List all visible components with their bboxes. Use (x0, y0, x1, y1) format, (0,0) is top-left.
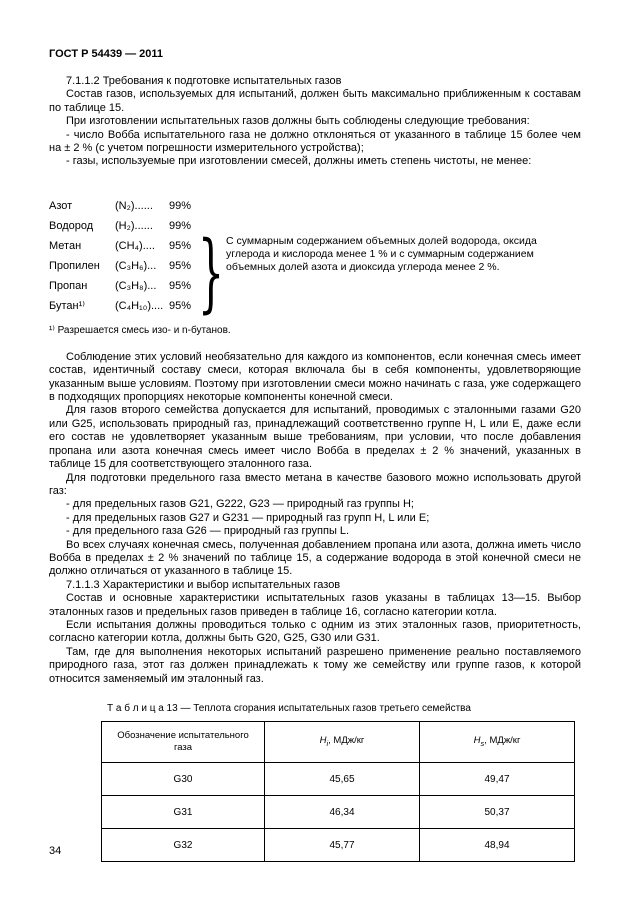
gas-row (49, 196, 581, 216)
gas-purity-list (49, 196, 581, 322)
list-item-g21: - для предельных газов G21, G222, G23 — природный газ группы H; (66, 498, 414, 511)
gas-formula: (C₃H₈)... (115, 279, 157, 292)
section-heading-7112: 7.1.1.2 Требования к подготовке испытательных газов (66, 75, 342, 87)
table-caption: Т а б л и ц а 13 — Теплота сгорания испытательных газов третьего семейства (107, 703, 471, 714)
hi-symbol: H (319, 734, 327, 746)
list-item-purity: - газы, используемые при изготовлении смесей, должны иметь степень чистоты, не менее: (66, 155, 532, 168)
table-cell-gas: G32 (102, 829, 265, 862)
table-row (102, 796, 575, 829)
table-cell-hs: 48,94 (420, 829, 575, 862)
gas-name: Пропан (49, 279, 88, 292)
table-cell-hs: 49,47 (420, 763, 575, 796)
footnote-butane: ¹⁾ Разрешается смесь изо- и n-бутанов. (49, 324, 231, 336)
paragraph-characteristics: Состав и основные характеристики испытательных газов указаны в таблицах 13—15. Выбор эталонных газов и предельных газов приведен в таблице 16, согласно категории котла. (49, 592, 581, 618)
document-header: ГОСТ Р 54439 — 2011 (49, 48, 164, 60)
paragraph-limit-gas-intro: Для подготовки предельного газа вместо метана в качестве базового можно использовать другой газ: (49, 471, 581, 497)
gas-purity: 95% (169, 299, 192, 312)
gas-formula: (CH₄).... (115, 239, 155, 252)
gas-row (49, 296, 581, 316)
curly-brace-icon: } (197, 221, 225, 322)
section-heading-7113: 7.1.1.3 Характеристики и выбор испытательных газов (66, 578, 341, 591)
paragraph-gas-composition: Состав газов, используемых для испытаний, должен быть максимально приближенным к составам по таблице 15. (49, 88, 581, 114)
list-item-g27: - для предельных газов G27 и G231 — природный газ групп H, L или E; (66, 511, 430, 524)
gas-name: Пропилен (49, 259, 100, 272)
list-item-g26: - для предельного газа G26 — природный газ группы L. (66, 525, 350, 538)
gas-formula: (C₃H₆)... (115, 259, 157, 272)
page-number: 34 (49, 845, 62, 857)
paragraph-second-family: Для газов второго семейства допускается для испытаний, проводимых с эталонными газами G20 или G25, использовать природный газ, принадлежащий соответственно группе H, L или E, даже если его состав не удовлетворяет указанным выше требованиям, при условии, что после добавления пропана или азота конечная смесь имеет число Вобба в пределах ± 2 % значений, указанных в таблице 15 для соответствующего эталонного газа. (49, 404, 581, 471)
list-item-wobbe-number: - число Вобба испытательного газа не должно отклоняться от указанного в таблице 15 более чем на ± 2 % (с учетом погрешности измерительного устройства); (49, 128, 581, 155)
brace-note: С суммарным содержанием объемных долей водорода, оксида углерода и кислорода менее 1 % и с суммарным содержанием объемных долей азота и диоксида углерода менее 2 %. (226, 234, 537, 273)
table-cell-gas: G31 (102, 796, 265, 829)
paragraph-priority: Если испытания должны проводиться только с одним из этих эталонных газов, приоритетность, согласно категории котла, должны быть G20, G25, G30 или G31. (49, 618, 581, 645)
table-cell-hs: 50,37 (420, 796, 575, 829)
gas-purity: 95% (169, 239, 192, 252)
gas-name: Водород (49, 219, 94, 232)
gas-formula: (C₄H₁₀).... (115, 299, 164, 312)
gas-row (49, 216, 581, 236)
table-header-row (102, 722, 575, 763)
paragraph-requirements-intro: При изготовлении испытательных газов должны быть соблюдены следующие требования: (66, 115, 530, 128)
table-cell-hi: 46,34 (265, 796, 420, 829)
gas-name: Метан (49, 239, 82, 252)
table-header-cell-hi (265, 722, 420, 763)
gas-purity: 95% (169, 279, 192, 292)
paragraph-natural-gas: Там, где для выполнения некоторых испытаний разрешено применение реально поставляемого природного газа, этот газ должен принадлежать к тому же семейству или группе газов, к которой относится заменяемый им эталонный газ. (49, 645, 581, 685)
table-cell-hi: 45,65 (265, 763, 420, 796)
table-row (102, 763, 575, 796)
table-row (102, 829, 575, 862)
paragraph-conditions: Соблюдение этих условий необязательно для каждого из компонентов, если конечная смесь имеет состав, идентичный составу смеси, которая включала бы в себя компоненты, удовлетворяющие указанным выше условиям. Поэтому при изготовлении смеси можно начинать с газа, уже содержащего в подходящих пропорциях некоторые компоненты конечной смеси. (49, 350, 581, 404)
hi-subscript: i (326, 738, 329, 748)
paragraph-all-cases: Во всех случаях конечная смесь, полученная добавлением пропана или азота, должна иметь число Вобба в пределах ± 2 % значений по таблице 15, а содержание водорода в этой конечной смеси не должно отличаться от указанного в таблице 15. (49, 538, 581, 578)
table-header-cell-designation: Обозначение испытательного газа (102, 722, 265, 763)
table-cell-gas: G30 (102, 763, 265, 796)
table-header-cell-hs (420, 722, 575, 763)
gas-formula: (N₂)...... (115, 199, 153, 212)
gas-formula: (H₂)...... (115, 219, 153, 232)
gas-row (49, 276, 581, 296)
gas-purity: 95% (169, 259, 192, 272)
hs-subscript: s (480, 738, 485, 748)
gas-name: Бутан¹⁾ (49, 300, 85, 313)
gas-name: Азот (49, 199, 73, 212)
hs-unit: , МДж/кг (484, 734, 521, 746)
hi-unit: , МДж/кг (328, 734, 365, 746)
gas-purity: 99% (169, 219, 192, 232)
table-13 (101, 721, 575, 862)
gas-purity: 99% (169, 199, 192, 212)
hs-symbol: H (473, 734, 481, 746)
table-cell-hi: 45,77 (265, 829, 420, 862)
